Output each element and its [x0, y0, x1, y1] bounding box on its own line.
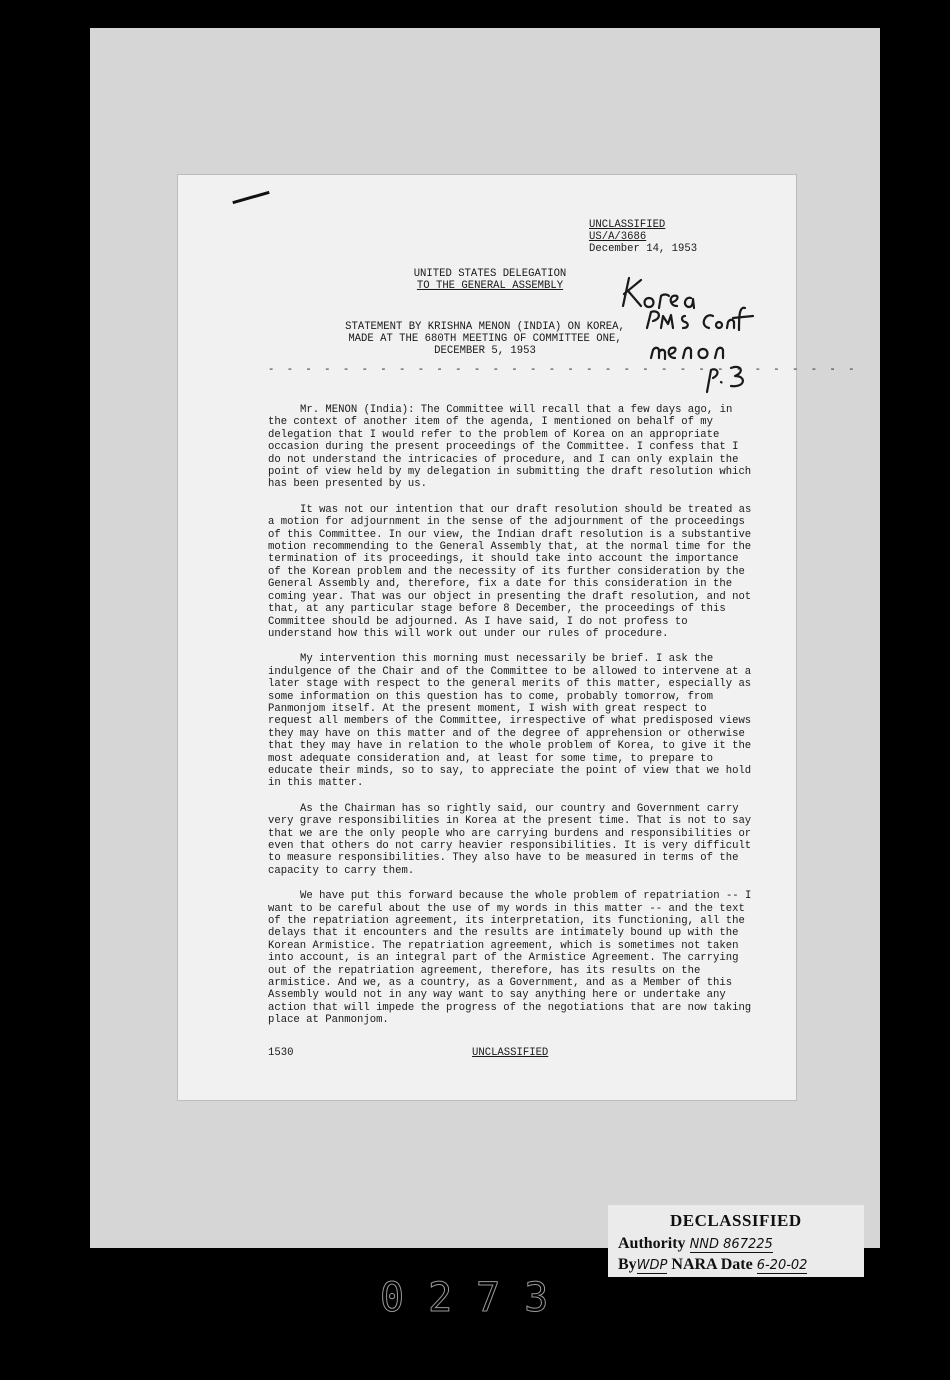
- stamp-authority-line: [618, 1235, 773, 1253]
- stamp-authority-label: Authority: [618, 1235, 686, 1252]
- stamp-date-line: [618, 1256, 807, 1274]
- dashed-separator: - - - - - - - - - - - - - - - - - - - - - - - - - - - - - - - -: [268, 364, 858, 376]
- page-number: 1530: [268, 1047, 294, 1059]
- stamp-by-label: By: [618, 1256, 637, 1273]
- stamp-by-value: WDP: [636, 1258, 668, 1273]
- stamp-date-value: 6-20-02: [756, 1258, 808, 1273]
- delegation-line-1: UNITED STATES DELEGATION: [413, 268, 567, 280]
- delegation-line-2: TO THE GENERAL ASSEMBLY: [416, 280, 564, 292]
- document-header: [589, 219, 697, 255]
- paragraph-5: We have put this forward because the whole problem of repatriation -- I want to be careful about the use of my words in this matter -- and the text of the repatriation agreement, its interpretation, its functioning, all the delays that it encounters and the results are intimately bound up with the Korean Armistice. The repatriation agreement, which is sometimes not taken into account, is an integral part of the Armistice Agreement. The carrying out of the repatriation agreement, therefore, has its results on the armistice. And we, as a country, as a Government, and as a Member of this Assembly would not in any way want to say anything here or undertake any action that will impede the progress of the negotiations that are now taking place at Panmonjom.: [268, 890, 752, 1027]
- stamp-date-label: NARA Date: [671, 1256, 753, 1273]
- statement-title-line-3: DECEMBER 5, 1953: [434, 345, 536, 357]
- stamp-authority-value: NND 867225: [689, 1237, 773, 1252]
- statement-title-line-1: STATEMENT BY KRISHNA MENON (INDIA) ON KOREA,: [345, 321, 625, 333]
- statement-body: [268, 404, 754, 1040]
- document-number: US/A/3686: [589, 231, 647, 243]
- statement-title-line-2: MADE AT THE 680TH MEETING OF COMMITTEE ONE,: [348, 333, 622, 345]
- footer-classification: UNCLASSIFIED: [472, 1047, 549, 1059]
- paragraph-2: It was not our intention that our draft resolution should be treated as a motion for adjournment in the sense of the adjournment of the proceedings of this Committee. In our view, the Indian draft resolution is a substantive motion recommending to the General Assembly that, at the normal time for the termination of its proceedings, it should take into account the importance of the Korean problem and the necessity of its further consideration by the General Assembly and, therefore, fix a date for this consideration in the coming year. That was our object in presenting the draft resolution, and not that, at any particular stage before 8 December, the proceedings of this Committee should be adjourned. As I have said, I do not profess to understand how this will work out under our rules of procedure.: [268, 503, 752, 640]
- classification-marking: UNCLASSIFIED: [589, 219, 666, 231]
- microfilm-frame-number: 0273: [380, 1275, 573, 1321]
- paragraph-4: As the Chairman has so rightly said, our country and Government carry very grave responsibilities in Korea at the present time. That is not to say that we are the only people who are carrying burdens and responsibilities or even that others do not carry heavier responsibilities. It is very difficult to measure responsibilities. They also have to be measured in terms of the capacity to carry them.: [268, 802, 752, 877]
- declassified-stamp: [608, 1205, 864, 1277]
- stamp-title: DECLASSIFIED: [670, 1211, 802, 1230]
- paragraph-3: My intervention this morning must necessarily be brief. I ask the indulgence of the Chair and of the Committee to be allowed to intervene at a later stage with respect to the general merits of this matter, especially as some information on this question has to come, probably tomorrow, from Panmonjom itself. At the present moment, I wish with great respect to request all members of the Committee, irrespective of what predisposed views they may have on this matter and of the degree of apprehension or otherwise that they may have in relation to the whole problem of Korea, to give it the most adequate consideration and, at least for some time, to prepare to educate their minds, so to say, to appreciate the point of view that we hold in this matter.: [268, 653, 752, 790]
- paragraph-1: Mr. MENON (India): The Committee will recall that a few days ago, in the context of another item of the agenda, I mentioned on behalf of my delegation that I would refer to the problem of Korea on an appropriate occasion during the present proceedings of the Committee. I confess that I do not understand the intricacies of procedure, and I can only explain the point of view held by my delegation in submitting the draft resolution which has been presented by us.: [268, 404, 752, 491]
- document-date: December 14, 1953: [589, 243, 698, 255]
- handwritten-annotation: [615, 270, 775, 395]
